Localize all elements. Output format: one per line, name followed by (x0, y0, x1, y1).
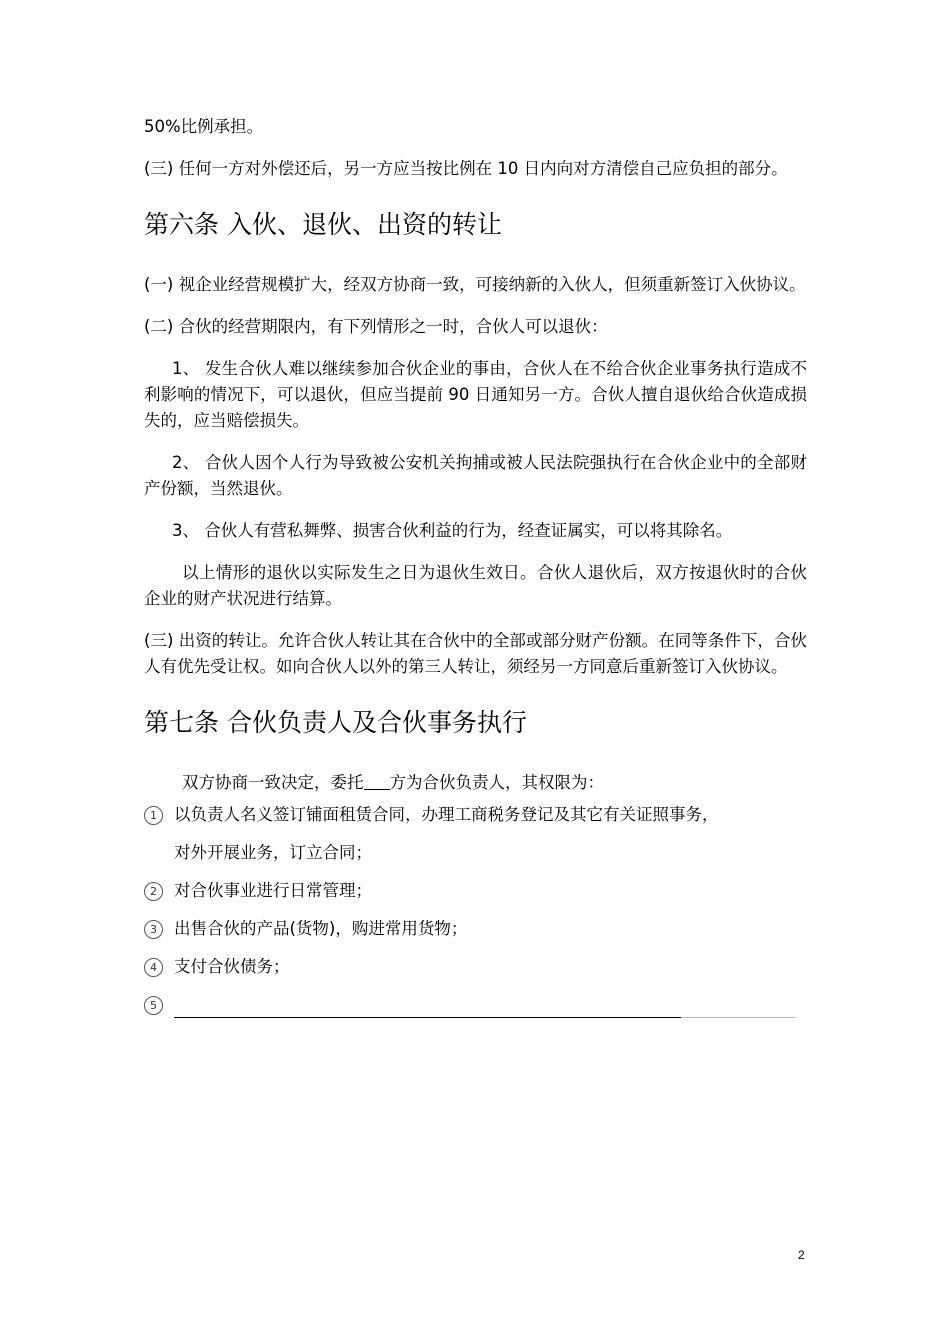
circled-number-marker: 1 (144, 806, 163, 825)
paragraph-withdrawal-3: 3、 合伙人有营私舞弊、损害合伙利益的行为，经查证属实，可以将其除名。 (172, 521, 733, 540)
list-item-continuation: 对外开展业务，订立合同； (174, 843, 372, 862)
paragraph-article6-clause1: (一) 视企业经营规模扩大，经双方协商一致，可接纳新的入伙人，但须重新签订入伙协议。 (144, 275, 806, 294)
list-item-text: 出售合伙的产品(货物)，购进常用货物； (174, 919, 468, 938)
fill-in-line[interactable] (174, 997, 796, 1018)
intro-text-before-blank: 双方协商一致决定，委托 (182, 773, 364, 792)
paragraph-continuation: 50%比例承担。 (144, 117, 264, 136)
authority-list-item (144, 954, 807, 980)
intro-text-after-blank: 方为合伙负责人，其权限为： (389, 773, 604, 792)
page-number: 2 (798, 1248, 805, 1262)
fill-in-blank[interactable] (364, 771, 390, 790)
circled-number-marker: 4 (144, 958, 163, 977)
circled-number-marker: 3 (144, 920, 163, 939)
paragraph-article7-intro (144, 770, 807, 796)
circled-number-marker: 5 (144, 996, 163, 1015)
document-body (144, 114, 807, 1030)
paragraph-article6-clause3: (三) 出资的转让。允许合伙人转让其在合伙中的全部或部分财产份额。在同等条件下，合伙人有优先受让权。如向合伙人以外的第三人转让，须经另一方同意后重新签订入伙协议。 (144, 631, 807, 676)
heading-article-7: 第七条 合伙负责人及合伙事务执行 (144, 708, 527, 737)
list-item-text: 以负责人名义签订铺面租赁合同，办理工商税务登记及其它有关证照事务， (174, 805, 719, 824)
authority-list-item (144, 916, 807, 942)
authority-list-item (144, 802, 807, 866)
circled-number-marker: 2 (144, 882, 163, 901)
authority-list-item (144, 878, 807, 904)
paragraph-section5-clause3: (三) 任何一方对外偿还后，另一方应当按比例在 10 日内向对方清偿自己应负担的部分。 (144, 159, 788, 178)
paragraph-withdrawal-2: 2、 合伙人因个人行为导致被公安机关拘捕或被人民法院强执行在合伙企业中的全部财产份额，当然退伙。 (144, 453, 807, 498)
paragraph-withdrawal-1: 1、 发生合伙人难以继续参加合伙企业的事由，合伙人在不给合伙企业事务执行造成不利影响的情况下，可以退伙，但应当提前 90 日通知另一方。合伙人擅自退伙给合伙造成损失的，应当赔偿损失。 (144, 359, 807, 430)
authority-list-item (144, 992, 807, 1018)
list-item-text: 对合伙事业进行日常管理； (174, 881, 372, 900)
heading-article-6: 第六条 入伙、退伙、出资的转让 (144, 210, 502, 239)
paragraph-withdrawal-settlement: 以上情形的退伙以实际发生之日为退伙生效日。合伙人退伙后，双方按退伙时的合伙企业的财产状况进行结算。 (144, 563, 807, 608)
list-item-text: 支付合伙债务； (174, 957, 290, 976)
paragraph-article6-clause2: (二) 合伙的经营期限内，有下列情形之一时，合伙人可以退伙： (144, 317, 608, 336)
